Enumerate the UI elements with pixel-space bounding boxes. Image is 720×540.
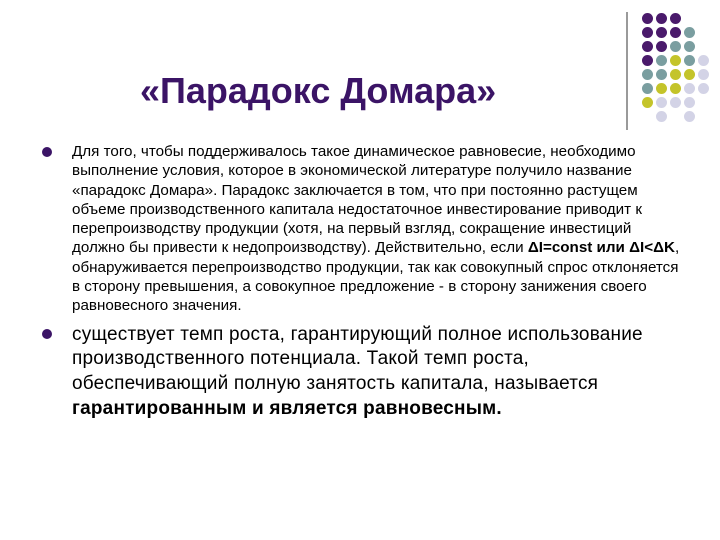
decorative-dot — [656, 27, 667, 38]
slide-title: «Парадокс Домара» — [140, 70, 497, 111]
decorative-dot — [656, 41, 667, 52]
decorative-dot — [642, 41, 653, 52]
decorative-dot — [670, 97, 681, 108]
decorative-dot — [642, 83, 653, 94]
decorative-dot — [698, 69, 709, 80]
decorative-dot — [684, 41, 695, 52]
bullet-text-formula: ΔI=const или ΔI<ΔK — [527, 239, 675, 257]
decorative-dot — [642, 69, 653, 80]
decorative-dot — [670, 83, 681, 94]
decorative-dot — [656, 55, 667, 66]
decorative-dot — [670, 27, 681, 38]
decorative-dot — [684, 27, 695, 38]
bullet-dot-icon — [42, 147, 52, 157]
title-divider-line — [626, 12, 628, 130]
decorative-dot — [670, 55, 681, 66]
decorative-dot — [656, 13, 667, 24]
decorative-dot — [684, 55, 695, 66]
bullet-dot-icon — [42, 329, 52, 339]
bullet-item-growth-rate — [42, 323, 682, 422]
decorative-dot — [698, 55, 709, 66]
decorative-dot — [642, 97, 653, 108]
bullet-text-part: , обнаруживается перепроизводство продукции, так как совокупный спрос отклоняется в сторону превышения, а совокупное предложение - в сторону занижения своего равновесного значения. — [72, 239, 680, 315]
decorative-dot — [642, 13, 653, 24]
decorative-dot — [684, 111, 695, 122]
bullet-text-part: существует темп роста, гарантирующий полное использование производственного потенциала. Такой темп роста, обеспечивающий полную занятость капитала, называется — [72, 323, 643, 395]
decorative-dot — [698, 83, 709, 94]
decorative-dot — [670, 13, 681, 24]
decorative-dot — [670, 69, 681, 80]
decorative-dot — [684, 83, 695, 94]
decorative-dot — [684, 69, 695, 80]
decorative-dot — [642, 55, 653, 66]
bullet-text-part: Для того, чтобы поддерживалось такое динамическое равновесие, необходимо выполнение условия, которое в экономической литературе получило название «парадокс Домара». Парадокс заключается в том, что при постоянно растущем объеме производственного капитала недостаточное инвестирование приводит к перепроизводству продукции (хотя, на первый взгляд, сокращение инвестиций должно бы привести к недопроизводству). Действительно, если — [72, 143, 642, 257]
slide-body — [42, 142, 682, 421]
decorative-dot — [656, 111, 667, 122]
decorative-dot — [670, 41, 681, 52]
decorative-dot — [642, 27, 653, 38]
bullet-item-domar-paradox — [42, 142, 682, 316]
decorative-dot — [656, 83, 667, 94]
decorative-dot — [656, 69, 667, 80]
decorative-dot — [656, 97, 667, 108]
decorative-dot — [684, 97, 695, 108]
bullet-text-emphasis: гарантированным и является равновесным. — [72, 397, 502, 419]
